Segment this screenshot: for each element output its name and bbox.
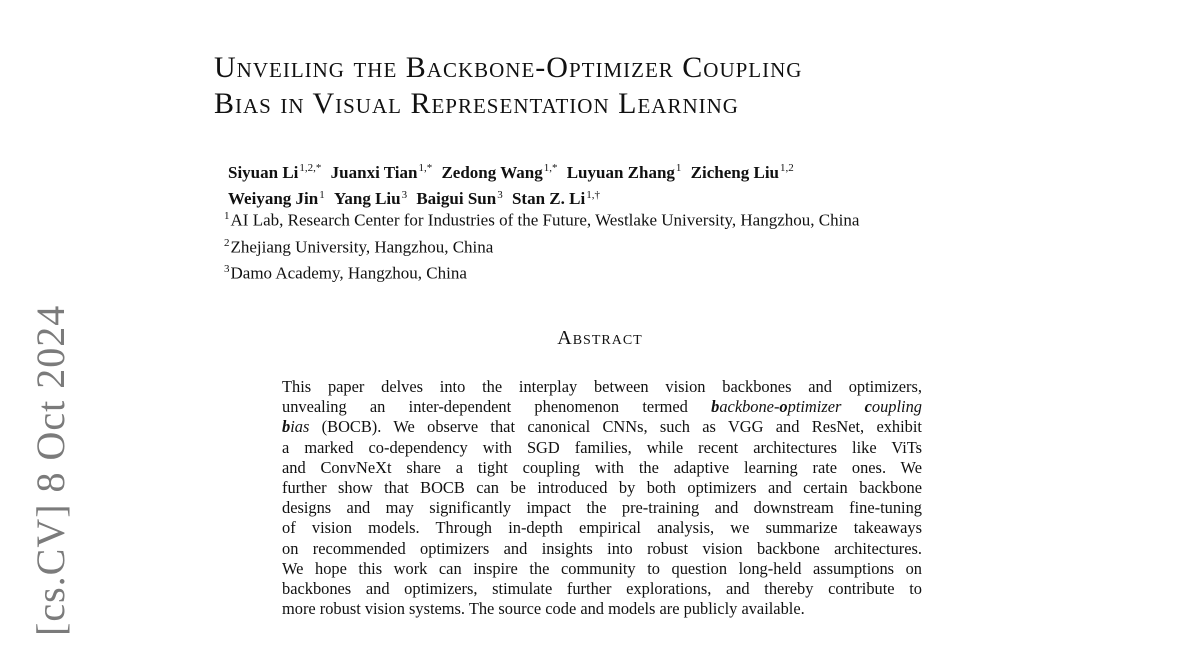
author-name: Zicheng Liu bbox=[690, 162, 780, 182]
abstract-line: designs and may significantly impact the pre-training and downstream fine-tuning bbox=[282, 498, 922, 518]
affiliation-text: Zhejiang University, Hangzhou, China bbox=[230, 237, 494, 257]
affiliation-list bbox=[224, 205, 1024, 285]
author-marks: 1,2,* bbox=[299, 162, 322, 174]
abstract-text: unvealing an inter-dependent phenomenon termed bbox=[282, 397, 712, 417]
abstract-line: a marked co-dependency with SGD families, while recent architectures like ViTs bbox=[282, 437, 922, 457]
author-marks: 1 bbox=[675, 162, 682, 174]
abstract-line bbox=[282, 397, 922, 417]
author-name: Stan Z. Li bbox=[511, 189, 586, 209]
affiliation-text: AI Lab, Research Center for Industries of the Future, Westlake University, Hangzhou, China bbox=[230, 210, 860, 230]
author-name: Zedong Wang bbox=[441, 162, 543, 182]
abstract-line: of vision models. Through in-depth empirical analysis, we summarize takeaways bbox=[282, 518, 922, 538]
abstract-line: and ConvNeXt share a tight coupling with the adaptive learning rate ones. We bbox=[282, 457, 922, 477]
abstract-emphasis: b bbox=[711, 397, 720, 417]
paper-title-line-1: Unveiling the Backbone-Optimizer Coupling bbox=[214, 51, 803, 84]
author bbox=[441, 163, 557, 182]
author-marks: 1,* bbox=[418, 162, 433, 174]
affiliation-mark: 1 bbox=[224, 210, 230, 222]
abstract-emphasis: o bbox=[779, 397, 788, 417]
paper-title bbox=[214, 50, 1034, 122]
author-marks: 1,2 bbox=[780, 162, 794, 174]
affiliation-text: Damo Academy, Hangzhou, China bbox=[230, 263, 467, 283]
author-list bbox=[228, 157, 988, 210]
paper-title-line-2: Bias in Visual Representation Learning bbox=[214, 87, 739, 120]
abstract-line: This paper delves into the interplay between vision backbones and optimizers, bbox=[282, 377, 922, 396]
author-marks: 1 bbox=[319, 188, 325, 201]
author-marks: 3 bbox=[401, 188, 408, 201]
affiliation-mark: 3 bbox=[224, 263, 230, 276]
abstract-line: We hope this work can inspire the community to question long-held assumptions on bbox=[282, 558, 922, 578]
affiliation bbox=[224, 232, 1024, 259]
author-marks: 3 bbox=[497, 188, 503, 201]
abstract-emphasis: ias bbox=[290, 417, 310, 437]
affiliation-mark: 2 bbox=[224, 236, 230, 249]
affiliation bbox=[224, 258, 1024, 285]
abstract-heading: Abstract bbox=[557, 327, 643, 349]
author-marks: 1,† bbox=[586, 188, 600, 201]
affiliation bbox=[224, 205, 1024, 232]
author-name: Luyuan Zhang bbox=[566, 162, 675, 182]
author-name: Yang Liu bbox=[333, 189, 401, 209]
abstract-line bbox=[282, 417, 922, 437]
arxiv-stamp-text: [cs.CV] 8 Oct 2024 bbox=[28, 304, 73, 636]
author bbox=[228, 163, 321, 182]
abstract-emphasis: ptimizer bbox=[787, 397, 865, 417]
abstract-emphasis: b bbox=[282, 417, 291, 437]
author-marks: 1,* bbox=[543, 162, 558, 174]
abstract-emphasis: c bbox=[864, 397, 872, 417]
author-name: Weiyang Jin bbox=[228, 189, 319, 209]
abstract-line: backbones and optimizers, stimulate further explorations, and thereby contribute to bbox=[282, 579, 922, 599]
abstract-line: more robust vision systems. The source code and models are publicly available. bbox=[282, 599, 805, 619]
author bbox=[567, 163, 682, 182]
abstract-emphasis: oupling bbox=[871, 397, 922, 417]
author-name: Siyuan Li bbox=[228, 162, 299, 182]
abstract-line: on recommended optimizers and insights into robust vision backbone architectures. bbox=[282, 538, 922, 558]
author-line-1 bbox=[228, 157, 988, 184]
abstract-emphasis: ackbone- bbox=[719, 397, 780, 417]
author-name: Juanxi Tian bbox=[330, 162, 418, 182]
abstract-text: (BOCB). We observe that canonical CNNs, such as VGG and ResNet, exhibit bbox=[309, 417, 922, 437]
author-name: Baigui Sun bbox=[416, 189, 497, 209]
author bbox=[331, 163, 433, 182]
abstract-body bbox=[282, 377, 922, 619]
abstract-line: further show that BOCB can be introduced by both optimizers and certain backbone bbox=[282, 478, 922, 498]
arxiv-stamp bbox=[28, 304, 74, 636]
author bbox=[691, 163, 794, 182]
